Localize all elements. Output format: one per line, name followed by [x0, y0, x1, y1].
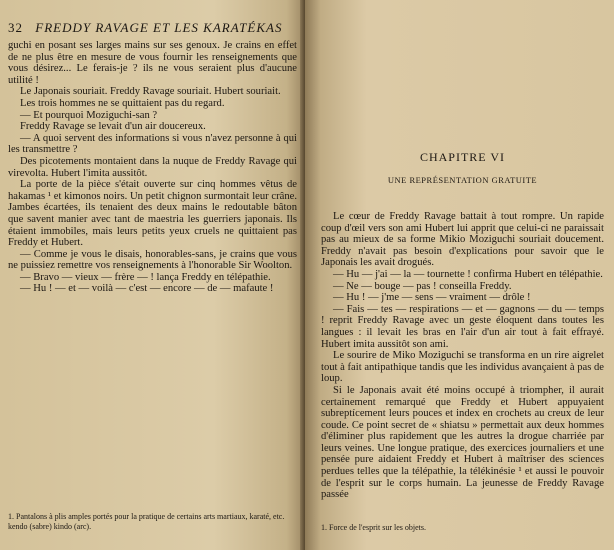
right-page [305, 0, 614, 550]
running-head [8, 18, 297, 38]
running-head-title: FREDDY RAVAGE ET LES KARATÉKAS [35, 20, 283, 35]
paragraph: — A quoi servent des informations si vous n'avez personne à qui les transmettre ? [8, 132, 297, 156]
paragraph: — Ne — bouge — pas ! conseilla Freddy. [333, 280, 512, 292]
chapter-title: CHAPITRE VI [419, 150, 506, 164]
paragraph: La porte de la pièce s'était ouverte sur cinq hommes vêtus de hakamas ¹ et kimonos noirs. Un petit chignon surmontait leur crâne. Jambes écartées, ils tenaient des deux mains le redoutable bâton que savent manier avec tant de maestria les guerriers japonais. Ils étaient immobiles, mais leurs petits yeux cruels ne quittaient pas Freddy et Hubert. [8, 179, 297, 249]
left-body-text [8, 40, 297, 295]
left-page [0, 0, 305, 550]
paragraph: — Fais — tes — respirations — et — gagnons — du — temps ! reprit Freddy Ravage avec un geste éloquent dans toutes les langues : il levait les bras en l'air d'un air tout à fait effrayé. Hubert imita aussitôt son ami. [321, 303, 604, 350]
left-footnote: 1. Pantalons à plis amples portés pour la pratique de certains arts martiaux, karaté, etc. kendo (sabre) kindo (arc). [8, 512, 285, 531]
paragraph: — Hu — j'ai — la — tournette ! confirma Hubert en télépathie. [333, 268, 603, 280]
paragraph: — Comme je vous le disais, honorables-sans, je crains que vous ne puissiez remettre vos renseignements à l'honorable Sir Woolton. [8, 248, 297, 272]
paragraph: Le sourire de Miko Moziguchi se transforma en un rire aigrelet tout à fait antipathique tandis que les individus avançaient à pas de loup. [321, 350, 604, 385]
paragraph: — Et pourquoi Moziguchi-san ? [20, 109, 158, 121]
paragraph: Le cœur de Freddy Ravage battait à tout rompre. Un rapide coup d'œil vers son ami Hubert lui apprit que celui-ci ne paraissait pas au mieux de sa forme Mikio Moziguchi souriait doucement. Freddy n'avait pas besoin d'explications pour savoir que le Japonais les avait drogués. [321, 211, 604, 269]
page-number: 32 [8, 20, 23, 35]
chapter-subtitle: UNE REPRÉSENTATION GRATUITE [387, 175, 538, 185]
paragraph: Le Japonais souriait. Freddy Ravage souriait. Hubert souriait. [20, 86, 281, 98]
paragraph: — Bravo — vieux — frère — ! lança Freddy en télépathie. [20, 271, 271, 283]
right-body-text [321, 211, 604, 501]
paragraph: — Hu ! — et — voilà — c'est — encore — de — mafaute ! [20, 283, 274, 295]
paragraph: — Hu ! — j'me — sens — vraiment — drôle ! [333, 292, 531, 304]
right-footnote: 1. Force de l'esprit sur les objets. [321, 523, 426, 532]
paragraph: Les trois hommes ne se quittaient pas du regard. [20, 97, 225, 109]
paragraph: guchi en posant ses larges mains sur ses genoux. Je crains en effet de ne plus être en mesure de vous fournir les renseignements que vous désirez... Le ferais-je ? ils ne vous seraient plus d'aucune utilité ! [8, 40, 297, 86]
paragraph: Des picotements montaient dans la nuque de Freddy Ravage qui virevolta. Hubert l'imita aussitôt. [8, 155, 297, 179]
paragraph: Si le Japonais avait été moins occupé à triompher, il aurait certainement remarqué que Freddy et Hubert appuyaient subreptícement leurs pouces et index en crochets au creux de leur coude. Ce point secret de « shiatsu » permettait aux deux hommes d'éliminer plus rapidement que les autres la drogue charriée par leurs veines. Une longue pratique, des exercices journaliers et une pensée pure aidaient Freddy et Hubert à maîtriser des sciences perdues telles que la télépathie, la télékinésie ¹ et aussi le pouvoir de l'esprit sur le corps humain. La jeunesse de Freddy Ravage passée [321, 384, 604, 501]
paragraph: Freddy Ravage se levait d'un air doucereux. [20, 121, 206, 133]
